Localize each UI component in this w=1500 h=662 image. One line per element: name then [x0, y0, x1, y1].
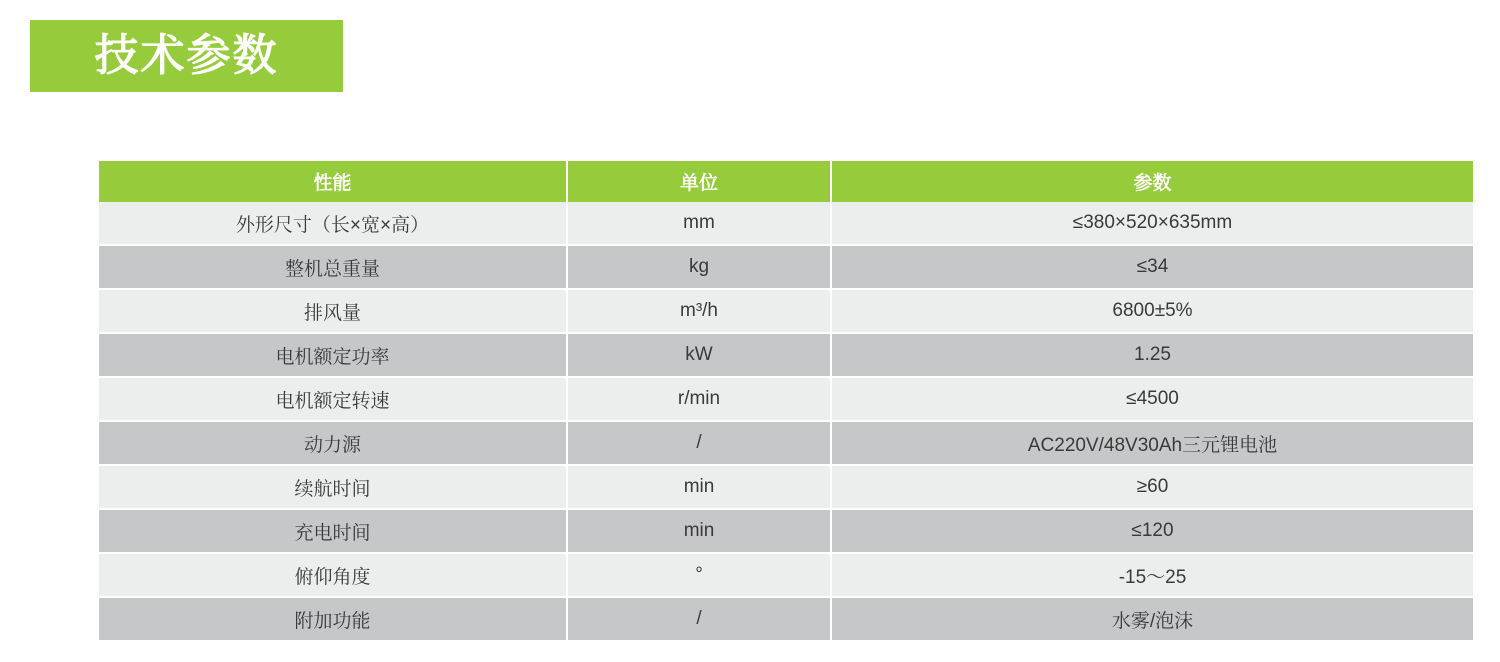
- table-row: [99, 465, 1473, 509]
- cell-unit: m³/h: [567, 289, 831, 333]
- cell-performance: 续航时间: [99, 465, 567, 509]
- column-header-performance: 性能: [99, 161, 567, 202]
- cell-parameter: ≤4500: [831, 377, 1473, 421]
- cell-parameter: ≥60: [831, 465, 1473, 509]
- table-header-row: [99, 161, 1473, 202]
- cell-parameter: 1.25: [831, 333, 1473, 377]
- cell-parameter: 水雾/泡沫: [831, 597, 1473, 640]
- table-body: [99, 202, 1473, 640]
- cell-performance: 外形尺寸（长×宽×高）: [99, 202, 567, 245]
- cell-unit: kg: [567, 245, 831, 289]
- cell-performance: 电机额定转速: [99, 377, 567, 421]
- technical-specifications-table: [99, 161, 1473, 640]
- cell-unit: min: [567, 465, 831, 509]
- column-header-parameter: 参数: [831, 161, 1473, 202]
- cell-performance: 排风量: [99, 289, 567, 333]
- cell-parameter: -15～25: [831, 553, 1473, 597]
- section-title-banner: [30, 20, 343, 92]
- table-header: [99, 161, 1473, 202]
- cell-unit: /: [567, 597, 831, 640]
- table-row: [99, 597, 1473, 640]
- cell-unit: min: [567, 509, 831, 553]
- table-row: [99, 245, 1473, 289]
- cell-parameter: 6800±5%: [831, 289, 1473, 333]
- cell-parameter: AC220V/48V30Ah三元锂电池: [831, 421, 1473, 465]
- cell-unit: r/min: [567, 377, 831, 421]
- table-row: [99, 289, 1473, 333]
- table-row: [99, 553, 1473, 597]
- cell-performance: 俯仰角度: [99, 553, 567, 597]
- cell-unit: /: [567, 421, 831, 465]
- cell-performance: 电机额定功率: [99, 333, 567, 377]
- cell-performance: 附加功能: [99, 597, 567, 640]
- table-row: [99, 202, 1473, 245]
- table-row: [99, 509, 1473, 553]
- cell-parameter: ≤380×520×635mm: [831, 202, 1473, 245]
- table-row: [99, 377, 1473, 421]
- cell-parameter: ≤120: [831, 509, 1473, 553]
- cell-performance: 整机总重量: [99, 245, 567, 289]
- cell-unit: kW: [567, 333, 831, 377]
- cell-performance: 动力源: [99, 421, 567, 465]
- table-row: [99, 333, 1473, 377]
- column-header-unit: 单位: [567, 161, 831, 202]
- cell-unit: °: [567, 553, 831, 597]
- table-row: [99, 421, 1473, 465]
- cell-performance: 充电时间: [99, 509, 567, 553]
- page-title: 技术参数: [94, 31, 279, 80]
- cell-unit: mm: [567, 202, 831, 245]
- cell-parameter: ≤34: [831, 245, 1473, 289]
